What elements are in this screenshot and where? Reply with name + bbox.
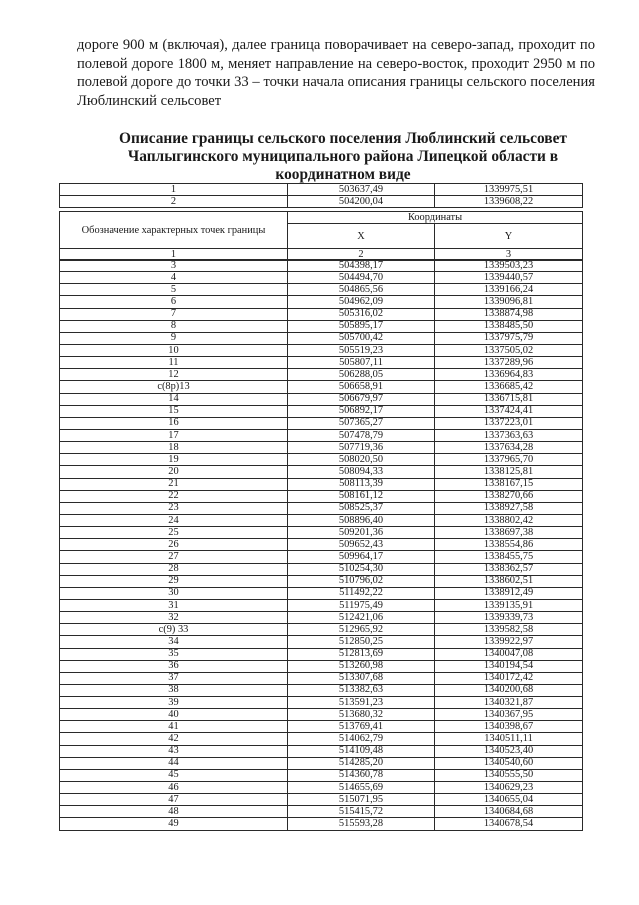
table-row <box>60 320 583 332</box>
table-row <box>60 344 583 356</box>
y-coordinate-cell: 1340540,60 <box>435 757 583 769</box>
x-coordinate-cell: 511492,22 <box>288 587 435 599</box>
table-row <box>60 539 583 551</box>
point-cell: 8 <box>60 320 288 332</box>
point-cell: 24 <box>60 514 288 526</box>
y-coordinate-cell: 1340511,11 <box>435 733 583 745</box>
table-row <box>60 551 583 563</box>
y-coordinate-cell: 1340523,40 <box>435 745 583 757</box>
table-row <box>60 332 583 344</box>
y-coordinate-cell: 1339339,73 <box>435 612 583 624</box>
x-coordinate-cell: 512813,69 <box>288 648 435 660</box>
point-cell: 31 <box>60 599 288 611</box>
y-coordinate-cell: 1340684,68 <box>435 806 583 818</box>
header-col1-number: 1 <box>60 249 288 261</box>
point-cell: 37 <box>60 672 288 684</box>
x-coordinate-cell: 513769,41 <box>288 721 435 733</box>
point-cell: 48 <box>60 806 288 818</box>
point-cell: 45 <box>60 769 288 781</box>
point-cell: 36 <box>60 660 288 672</box>
y-coordinate-cell: 1339922,97 <box>435 636 583 648</box>
y-coordinate-cell: 1340629,23 <box>435 782 583 794</box>
x-coordinate-cell: 508094,33 <box>288 466 435 478</box>
point-cell: с(8р)13 <box>60 381 288 393</box>
y-coordinate-cell: 1339440,57 <box>435 272 583 284</box>
table-row <box>60 648 583 660</box>
x-coordinate-cell: 515071,95 <box>288 794 435 806</box>
table-row <box>60 369 583 381</box>
y-coordinate-cell: 1338167,15 <box>435 478 583 490</box>
point-cell: 18 <box>60 442 288 454</box>
y-coordinate-cell: 1338874,98 <box>435 308 583 320</box>
point-cell: 29 <box>60 575 288 587</box>
x-coordinate-cell: 506892,17 <box>288 405 435 417</box>
table-row <box>60 733 583 745</box>
point-cell: 7 <box>60 308 288 320</box>
table-row <box>60 587 583 599</box>
point-cell: 39 <box>60 697 288 709</box>
x-coordinate-cell: 513680,32 <box>288 709 435 721</box>
table-row <box>60 454 583 466</box>
header-col2-number: 2 <box>288 249 435 261</box>
table-row <box>60 709 583 721</box>
x-coordinate-cell: 513307,68 <box>288 672 435 684</box>
header-x-label: X <box>288 224 435 249</box>
y-coordinate-cell: 1338912,49 <box>435 587 583 599</box>
y-coordinate-cell: 1338485,50 <box>435 320 583 332</box>
table-row <box>60 502 583 514</box>
x-coordinate-cell: 504398,17 <box>288 260 435 272</box>
y-coordinate-cell: 1338270,66 <box>435 490 583 502</box>
y-coordinate-cell: 1337965,70 <box>435 454 583 466</box>
y-coordinate-cell: 1339582,58 <box>435 624 583 636</box>
y-coordinate-cell: 1340367,95 <box>435 709 583 721</box>
table-row <box>60 284 583 296</box>
table-row <box>60 357 583 369</box>
y-coordinate-cell: 1337505,02 <box>435 344 583 356</box>
x-coordinate-cell: 511975,49 <box>288 599 435 611</box>
table-row <box>60 636 583 648</box>
table-row <box>60 697 583 709</box>
intro-paragraph: дороге 900 м (включая), далее граница поворачивает на северо-запад, проходит по полевой дороге 1800 м, меняет направление на северо-восток, проходит 2950 м по полевой дороге до точки 33 – точки начала описания границы сельского поселения Люблинский сельсовет <box>77 37 595 109</box>
x-coordinate-cell: 504865,56 <box>288 284 435 296</box>
y-coordinate-cell: 1336685,42 <box>435 381 583 393</box>
point-cell: 34 <box>60 636 288 648</box>
y-coordinate-cell: 1339135,91 <box>435 599 583 611</box>
y-coordinate-cell: 1340172,42 <box>435 672 583 684</box>
table-row <box>60 478 583 490</box>
point-cell: 49 <box>60 818 288 830</box>
coordinates-table-body <box>60 260 583 831</box>
x-coordinate-cell: 505807,11 <box>288 357 435 369</box>
y-coordinate-cell: 1340555,50 <box>435 769 583 781</box>
y-coordinate-cell: 1337975,79 <box>435 332 583 344</box>
point-cell: 4 <box>60 272 288 284</box>
table-row <box>60 794 583 806</box>
header-coordinates-label: Координаты <box>288 212 583 224</box>
point-cell: 15 <box>60 405 288 417</box>
point-cell: 38 <box>60 684 288 696</box>
point-cell: 21 <box>60 478 288 490</box>
y-coordinate-cell: 1340047,08 <box>435 648 583 660</box>
table-row <box>60 196 583 208</box>
y-coordinate-cell: 1338802,42 <box>435 514 583 526</box>
table-row <box>60 308 583 320</box>
x-coordinate-cell: 514360,78 <box>288 769 435 781</box>
point-cell: 28 <box>60 563 288 575</box>
point-cell: 12 <box>60 369 288 381</box>
y-coordinate-cell: 1339096,81 <box>435 296 583 308</box>
x-coordinate-cell: 508896,40 <box>288 514 435 526</box>
point-cell: 26 <box>60 539 288 551</box>
table-row <box>60 660 583 672</box>
point-cell: 41 <box>60 721 288 733</box>
table-row <box>60 672 583 684</box>
x-coordinate-cell: 503637,49 <box>288 184 435 196</box>
point-cell: 40 <box>60 709 288 721</box>
x-coordinate-cell: 508020,50 <box>288 454 435 466</box>
x-coordinate-cell: 515593,28 <box>288 818 435 830</box>
table-row <box>60 806 583 818</box>
y-coordinate-cell: 1338125,81 <box>435 466 583 478</box>
continuation-table <box>59 183 583 208</box>
table-row <box>60 260 583 272</box>
x-coordinate-cell: 504200,04 <box>288 196 435 208</box>
coordinates-table-header <box>59 211 583 261</box>
table-row <box>60 599 583 611</box>
table-row <box>60 514 583 526</box>
x-coordinate-cell: 508161,12 <box>288 490 435 502</box>
header-point-label: Обозначение характерных точек границы <box>60 212 288 249</box>
x-coordinate-cell: 514285,20 <box>288 757 435 769</box>
x-coordinate-cell: 507478,79 <box>288 429 435 441</box>
table-row <box>60 184 583 196</box>
y-coordinate-cell: 1339503,23 <box>435 260 583 272</box>
point-cell: 42 <box>60 733 288 745</box>
table-row <box>60 527 583 539</box>
header-col3-number: 3 <box>435 249 583 261</box>
point-cell: 17 <box>60 429 288 441</box>
x-coordinate-cell: 505316,02 <box>288 308 435 320</box>
y-coordinate-cell: 1337634,28 <box>435 442 583 454</box>
x-coordinate-cell: 504494,70 <box>288 272 435 284</box>
y-coordinate-cell: 1338455,75 <box>435 551 583 563</box>
table-row <box>60 575 583 587</box>
table-row <box>60 612 583 624</box>
y-coordinate-cell: 1339166,24 <box>435 284 583 296</box>
x-coordinate-cell: 508525,37 <box>288 502 435 514</box>
point-cell: 9 <box>60 332 288 344</box>
x-coordinate-cell: 512421,06 <box>288 612 435 624</box>
y-coordinate-cell: 1337363,63 <box>435 429 583 441</box>
point-cell: 32 <box>60 612 288 624</box>
y-coordinate-cell: 1340655,04 <box>435 794 583 806</box>
table-row <box>60 429 583 441</box>
y-coordinate-cell: 1338602,51 <box>435 575 583 587</box>
x-coordinate-cell: 508113,39 <box>288 478 435 490</box>
y-coordinate-cell: 1340200,68 <box>435 684 583 696</box>
point-cell: 11 <box>60 357 288 369</box>
point-cell: 35 <box>60 648 288 660</box>
point-cell: с(9) 33 <box>60 624 288 636</box>
table-row <box>60 721 583 733</box>
table-row <box>60 296 583 308</box>
y-coordinate-cell: 1337289,96 <box>435 357 583 369</box>
x-coordinate-cell: 515415,72 <box>288 806 435 818</box>
x-coordinate-cell: 507365,27 <box>288 417 435 429</box>
table-row <box>60 818 583 830</box>
x-coordinate-cell: 510254,30 <box>288 563 435 575</box>
y-coordinate-cell: 1339975,51 <box>435 184 583 196</box>
point-cell: 22 <box>60 490 288 502</box>
continuation-table-body <box>60 184 583 208</box>
x-coordinate-cell: 506679,97 <box>288 393 435 405</box>
y-coordinate-cell: 1338927,58 <box>435 502 583 514</box>
table-row <box>60 624 583 636</box>
x-coordinate-cell: 505895,17 <box>288 320 435 332</box>
y-coordinate-cell: 1337424,41 <box>435 405 583 417</box>
point-cell: 1 <box>60 184 288 196</box>
point-cell: 25 <box>60 527 288 539</box>
table-row <box>60 490 583 502</box>
point-cell: 6 <box>60 296 288 308</box>
x-coordinate-cell: 509964,17 <box>288 551 435 563</box>
x-coordinate-cell: 505519,23 <box>288 344 435 356</box>
x-coordinate-cell: 513382,63 <box>288 684 435 696</box>
table-row <box>60 381 583 393</box>
table-row <box>60 563 583 575</box>
table-row <box>60 417 583 429</box>
x-coordinate-cell: 507719,36 <box>288 442 435 454</box>
y-coordinate-cell: 1340678,54 <box>435 818 583 830</box>
point-cell: 46 <box>60 782 288 794</box>
y-coordinate-cell: 1338362,57 <box>435 563 583 575</box>
point-cell: 2 <box>60 196 288 208</box>
x-coordinate-cell: 506288,05 <box>288 369 435 381</box>
y-coordinate-cell: 1338554,86 <box>435 539 583 551</box>
header-y-label: Y <box>435 224 583 249</box>
point-cell: 27 <box>60 551 288 563</box>
x-coordinate-cell: 505700,42 <box>288 332 435 344</box>
point-cell: 14 <box>60 393 288 405</box>
x-coordinate-cell: 510796,02 <box>288 575 435 587</box>
x-coordinate-cell: 513260,98 <box>288 660 435 672</box>
y-coordinate-cell: 1338697,38 <box>435 527 583 539</box>
x-coordinate-cell: 506658,91 <box>288 381 435 393</box>
x-coordinate-cell: 514655,69 <box>288 782 435 794</box>
point-cell: 10 <box>60 344 288 356</box>
y-coordinate-cell: 1337223,01 <box>435 417 583 429</box>
x-coordinate-cell: 509201,36 <box>288 527 435 539</box>
x-coordinate-cell: 504962,09 <box>288 296 435 308</box>
point-cell: 19 <box>60 454 288 466</box>
table-row <box>60 393 583 405</box>
document-title: Описание границы сельского поселения Люблинский сельсовет Чаплыгинского муниципального района Липецкой области в координатном виде <box>119 130 567 183</box>
table-row <box>60 782 583 794</box>
table-row <box>60 769 583 781</box>
table-row <box>60 757 583 769</box>
point-cell: 30 <box>60 587 288 599</box>
table-row <box>60 745 583 757</box>
table-row <box>60 466 583 478</box>
point-cell: 16 <box>60 417 288 429</box>
y-coordinate-cell: 1340398,67 <box>435 721 583 733</box>
y-coordinate-cell: 1340321,87 <box>435 697 583 709</box>
x-coordinate-cell: 514109,48 <box>288 745 435 757</box>
point-cell: 5 <box>60 284 288 296</box>
table-row <box>60 442 583 454</box>
y-coordinate-cell: 1336964,83 <box>435 369 583 381</box>
point-cell: 3 <box>60 260 288 272</box>
point-cell: 43 <box>60 745 288 757</box>
y-coordinate-cell: 1339608,22 <box>435 196 583 208</box>
point-cell: 23 <box>60 502 288 514</box>
x-coordinate-cell: 512965,92 <box>288 624 435 636</box>
x-coordinate-cell: 509652,43 <box>288 539 435 551</box>
table-row <box>60 272 583 284</box>
y-coordinate-cell: 1340194,54 <box>435 660 583 672</box>
point-cell: 44 <box>60 757 288 769</box>
x-coordinate-cell: 512850,25 <box>288 636 435 648</box>
table-row <box>60 684 583 696</box>
x-coordinate-cell: 513591,23 <box>288 697 435 709</box>
x-coordinate-cell: 514062,79 <box>288 733 435 745</box>
y-coordinate-cell: 1336715,81 <box>435 393 583 405</box>
coordinates-table <box>59 259 583 831</box>
table-row <box>60 405 583 417</box>
point-cell: 20 <box>60 466 288 478</box>
point-cell: 47 <box>60 794 288 806</box>
